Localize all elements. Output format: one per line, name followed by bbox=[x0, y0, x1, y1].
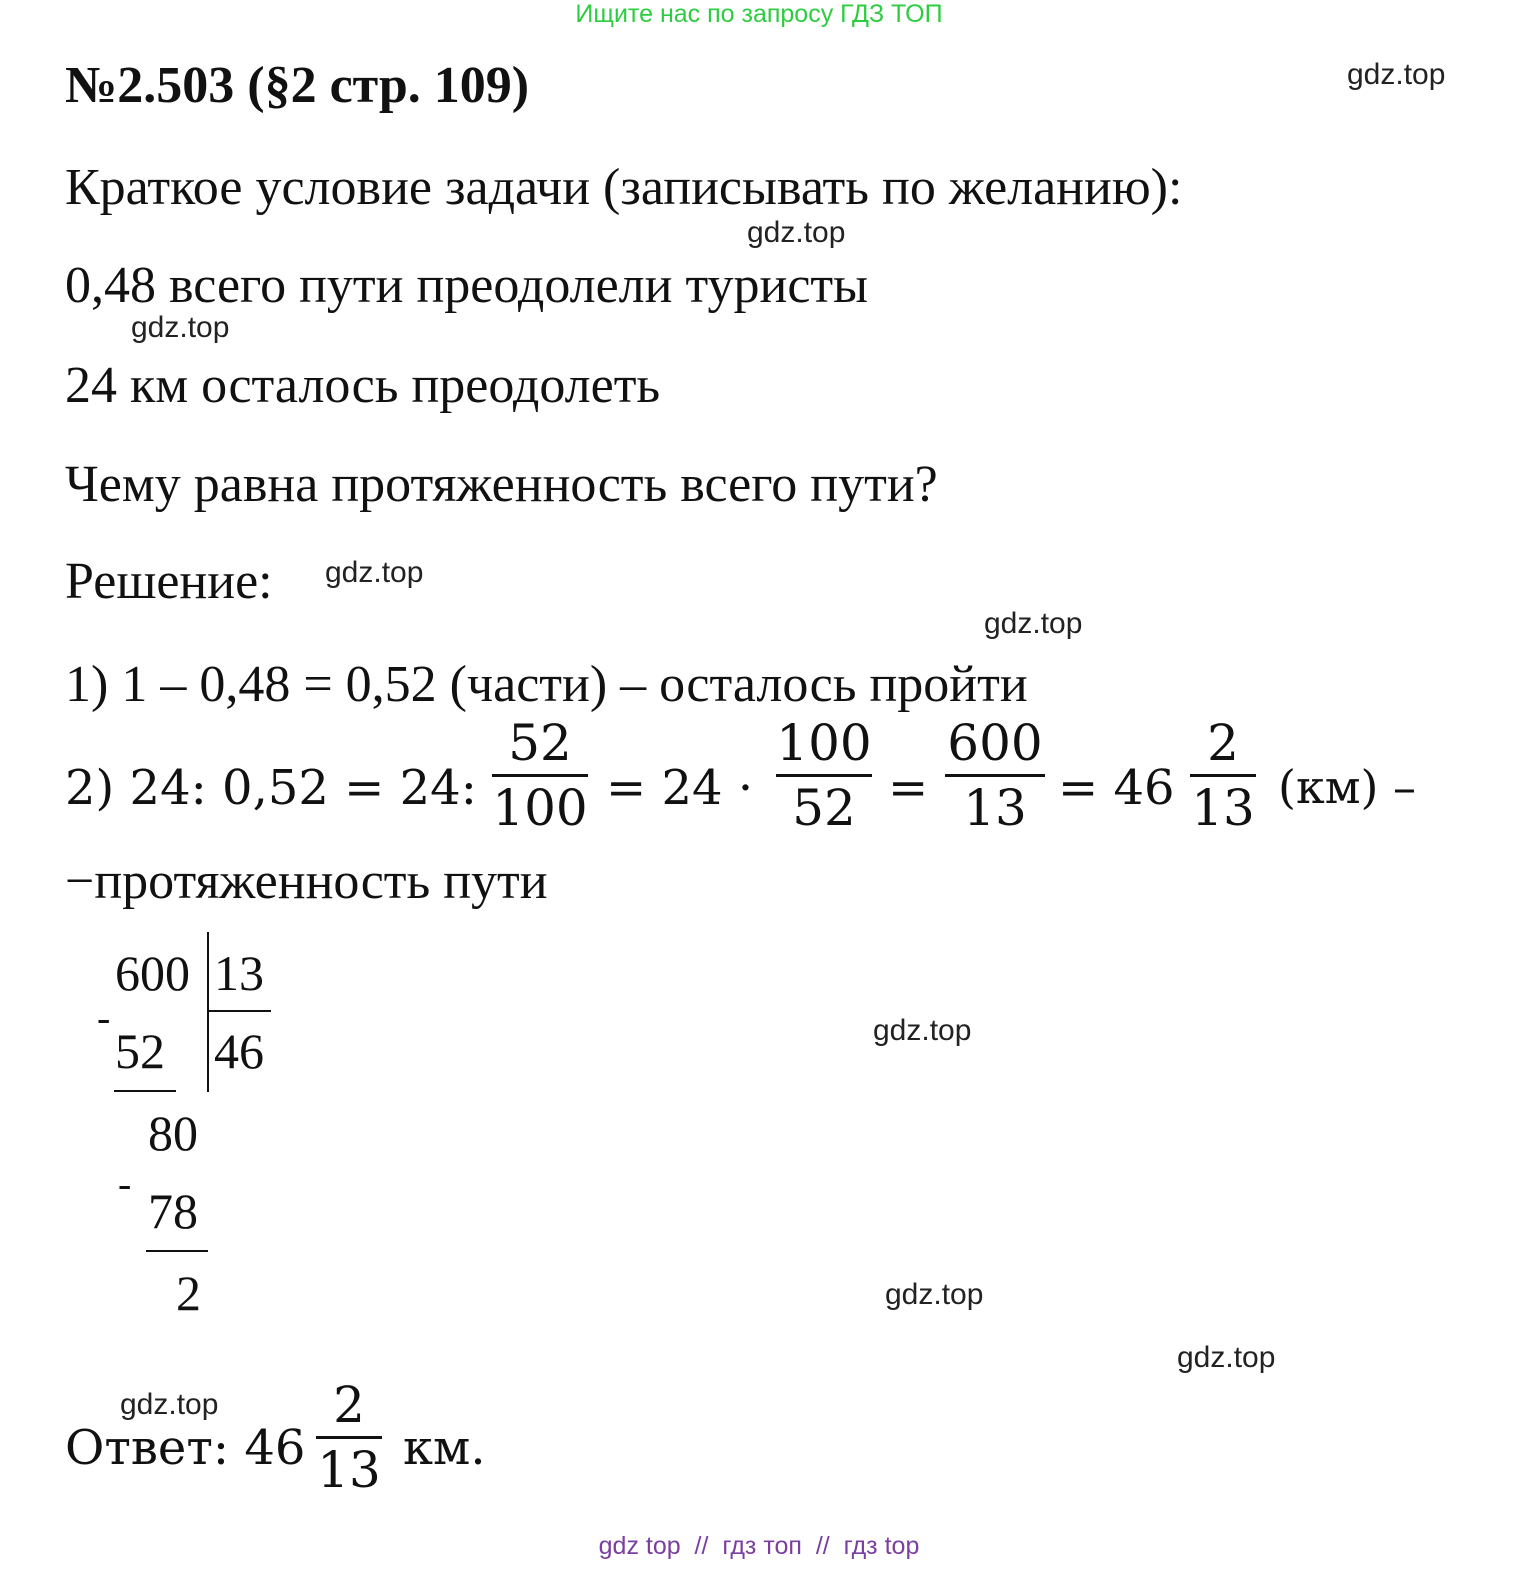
watermark: gdz.top bbox=[873, 1014, 972, 1047]
division-remainder-2: 2 bbox=[176, 1265, 201, 1321]
step2-continuation: −протяженность пути bbox=[65, 853, 548, 910]
division-divisor-line bbox=[209, 1010, 271, 1012]
division-line-2 bbox=[146, 1250, 208, 1252]
fraction-bar bbox=[492, 774, 588, 777]
fraction-denominator: 100 bbox=[492, 779, 588, 837]
watermark: gdz.top bbox=[1347, 58, 1446, 91]
fraction-2-13 bbox=[1190, 714, 1256, 837]
search-banner: Ищите нас по запросу ГДЗ ТОП bbox=[575, 0, 943, 28]
fraction-numerator: 100 bbox=[776, 714, 872, 772]
division-dividend: 600 bbox=[115, 945, 190, 1001]
fraction-numerator: 52 bbox=[508, 714, 572, 772]
fraction-denominator: 13 bbox=[1191, 779, 1255, 837]
condition-line-1: 0,48 всего пути преодолели туристы bbox=[65, 257, 869, 314]
problem-title: №2.503 (§2 стр. 109) bbox=[65, 57, 530, 114]
watermark: gdz.top bbox=[131, 311, 230, 344]
watermark: gdz.top bbox=[885, 1278, 984, 1311]
division-sub-2: 78 bbox=[148, 1183, 198, 1239]
division-minus-2: - bbox=[118, 1161, 132, 1206]
fraction-denominator: 13 bbox=[317, 1441, 381, 1499]
condition-question: Чему равна протяженность всего пути? bbox=[65, 456, 938, 513]
fraction-numerator: 2 bbox=[333, 1376, 365, 1434]
fraction-bar bbox=[945, 774, 1045, 777]
fraction-numerator: 600 bbox=[947, 714, 1043, 772]
fraction-600-13 bbox=[945, 714, 1045, 837]
watermark: gdz.top bbox=[747, 216, 846, 249]
step2-prefix: 2) 24: 0,52 = 24: bbox=[65, 760, 477, 816]
division-remainder-1: 80 bbox=[148, 1105, 198, 1161]
step2-eq1: = 24 · bbox=[606, 760, 754, 816]
answer-unit: км. bbox=[403, 1420, 486, 1476]
division-divisor: 13 bbox=[214, 945, 264, 1001]
condition-heading: Краткое условие задачи (записывать по желанию): bbox=[65, 159, 1183, 216]
watermark: gdz.top bbox=[1177, 1341, 1276, 1374]
step2-eq3: = 46 bbox=[1058, 760, 1175, 816]
division-sub-1: 52 bbox=[115, 1023, 165, 1079]
watermark: gdz.top bbox=[984, 607, 1083, 640]
fraction-denominator: 13 bbox=[963, 779, 1027, 837]
watermark: gdz.top bbox=[120, 1388, 219, 1421]
fraction-bar bbox=[1190, 774, 1256, 777]
fraction-100-52 bbox=[776, 714, 872, 837]
division-vertical-line bbox=[207, 932, 209, 1092]
fraction-numerator: 2 bbox=[1207, 714, 1239, 772]
solution-step-1: 1) 1 – 0,48 = 0,52 (части) – осталось пройти bbox=[65, 656, 1028, 713]
division-line-1 bbox=[114, 1090, 176, 1092]
answer-fraction bbox=[316, 1376, 382, 1499]
step2-suffix: (км) – bbox=[1278, 760, 1417, 814]
solution-heading: Решение: bbox=[65, 553, 273, 610]
condition-line-2: 24 км осталось преодолеть bbox=[65, 357, 661, 414]
step2-eq2: = bbox=[888, 760, 929, 816]
footer-links: gdz top // гдз топ // гдз top bbox=[598, 1532, 920, 1560]
answer-label: Ответ: 46 bbox=[65, 1420, 306, 1476]
fraction-bar bbox=[776, 774, 872, 777]
fraction-bar bbox=[316, 1436, 382, 1439]
watermark: gdz.top bbox=[325, 556, 424, 589]
fraction-denominator: 52 bbox=[792, 779, 856, 837]
fraction-52-100 bbox=[492, 714, 588, 837]
division-quotient: 46 bbox=[214, 1023, 264, 1079]
division-minus-1: - bbox=[97, 995, 111, 1040]
